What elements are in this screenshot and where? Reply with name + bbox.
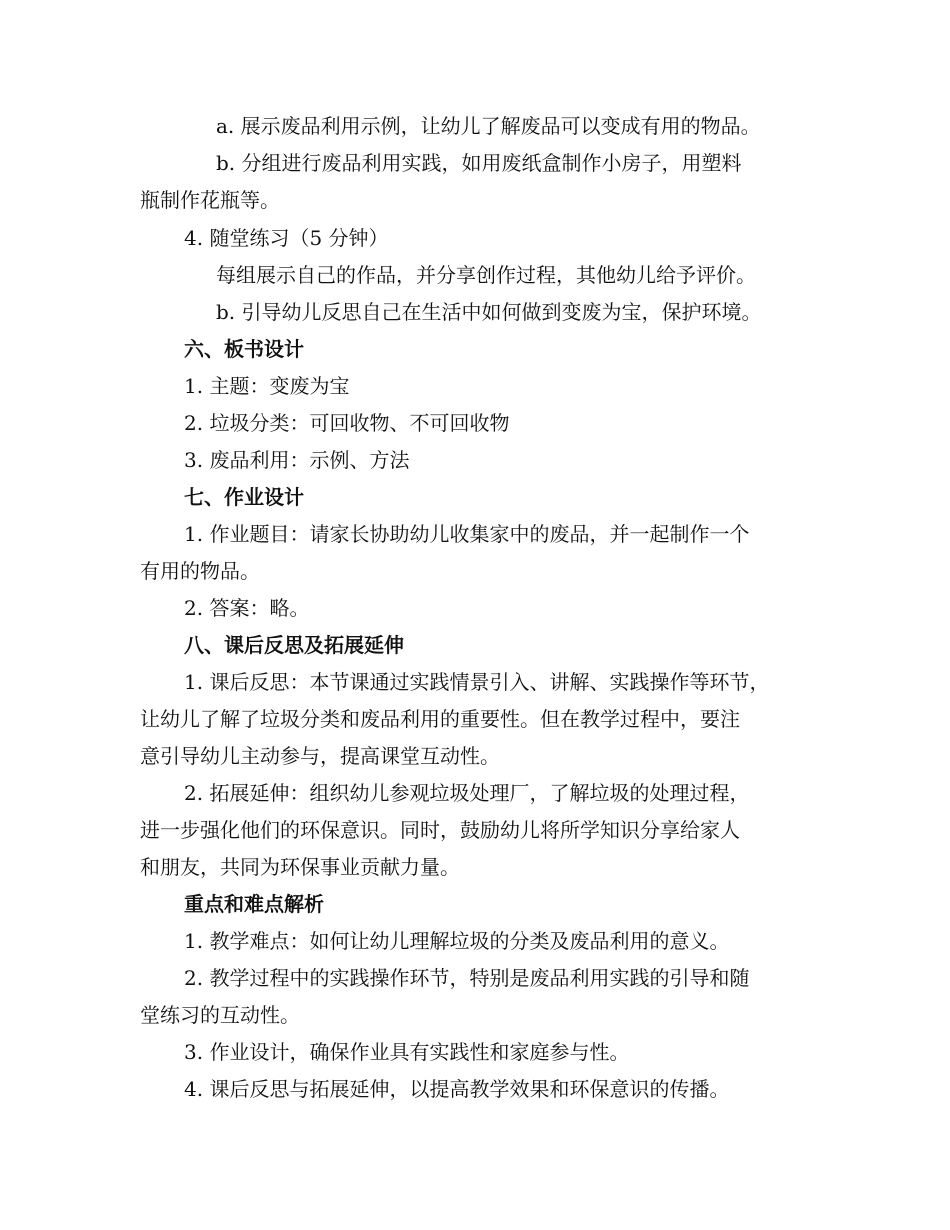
text-line: a. 展示废品利用示例，让幼儿了解废品可以变成有用的物品。 xyxy=(216,114,761,138)
text-line: 1. 作业题目：请家长协助幼儿收集家中的废品，并一起制作一个 xyxy=(184,522,750,546)
text-line: 2. 答案：略。 xyxy=(184,596,310,620)
text-line: 2. 拓展延伸：组织幼儿参观垃圾处理厂，了解垃圾的处理过程， xyxy=(184,781,750,805)
text-line: 进一步强化他们的环保意识。同时，鼓励幼儿将所学知识分享给家人 xyxy=(140,818,740,842)
text-line: 让幼儿了解了垃圾分类和废品利用的重要性。但在教学过程中，要注 xyxy=(140,707,740,731)
text-line: 意引导幼儿主动参与，提高课堂互动性。 xyxy=(140,744,500,768)
text-line: 1. 教学难点：如何让幼儿理解垃圾的分类及废品利用的意义。 xyxy=(184,929,730,953)
section-heading: 八、课后反思及拓展延伸 xyxy=(184,633,404,657)
text-line: 3. 废品利用：示例、方法 xyxy=(184,448,410,472)
section-heading: 七、作业设计 xyxy=(184,485,304,509)
text-line: 堂练习的互动性。 xyxy=(140,1003,300,1027)
text-line: 1. 课后反思：本节课通过实践情景引入、讲解、实践操作等环节， xyxy=(184,670,770,694)
text-line: 和朋友，共同为环保事业贡献力量。 xyxy=(140,855,460,879)
text-line: 每组展示自己的作品，并分享创作过程，其他幼儿给予评价。 xyxy=(216,263,756,287)
text-line: 2. 教学过程中的实践操作环节，特别是废品利用实践的引导和随 xyxy=(184,966,750,990)
text-line: b. 分组进行废品利用实践，如用废纸盒制作小房子，用塑料 xyxy=(216,151,742,175)
text-line: 4. 随堂练习（5 分钟） xyxy=(184,226,389,250)
section-heading: 重点和难点解析 xyxy=(184,892,324,916)
text-line: 2. 垃圾分类：可回收物、不可回收物 xyxy=(184,411,510,435)
text-line: 4. 课后反思与拓展延伸，以提高教学效果和环保意识的传播。 xyxy=(184,1077,730,1101)
section-heading: 六、板书设计 xyxy=(184,337,304,361)
text-line: 有用的物品。 xyxy=(140,559,260,583)
text-line: 3. 作业设计，确保作业具有实践性和家庭参与性。 xyxy=(184,1040,630,1064)
text-line: b. 引导幼儿反思自己在生活中如何做到变废为宝，保护环境。 xyxy=(216,300,762,324)
text-line: 1. 主题：变废为宝 xyxy=(184,374,350,398)
text-line: 瓶制作花瓶等。 xyxy=(140,188,280,212)
